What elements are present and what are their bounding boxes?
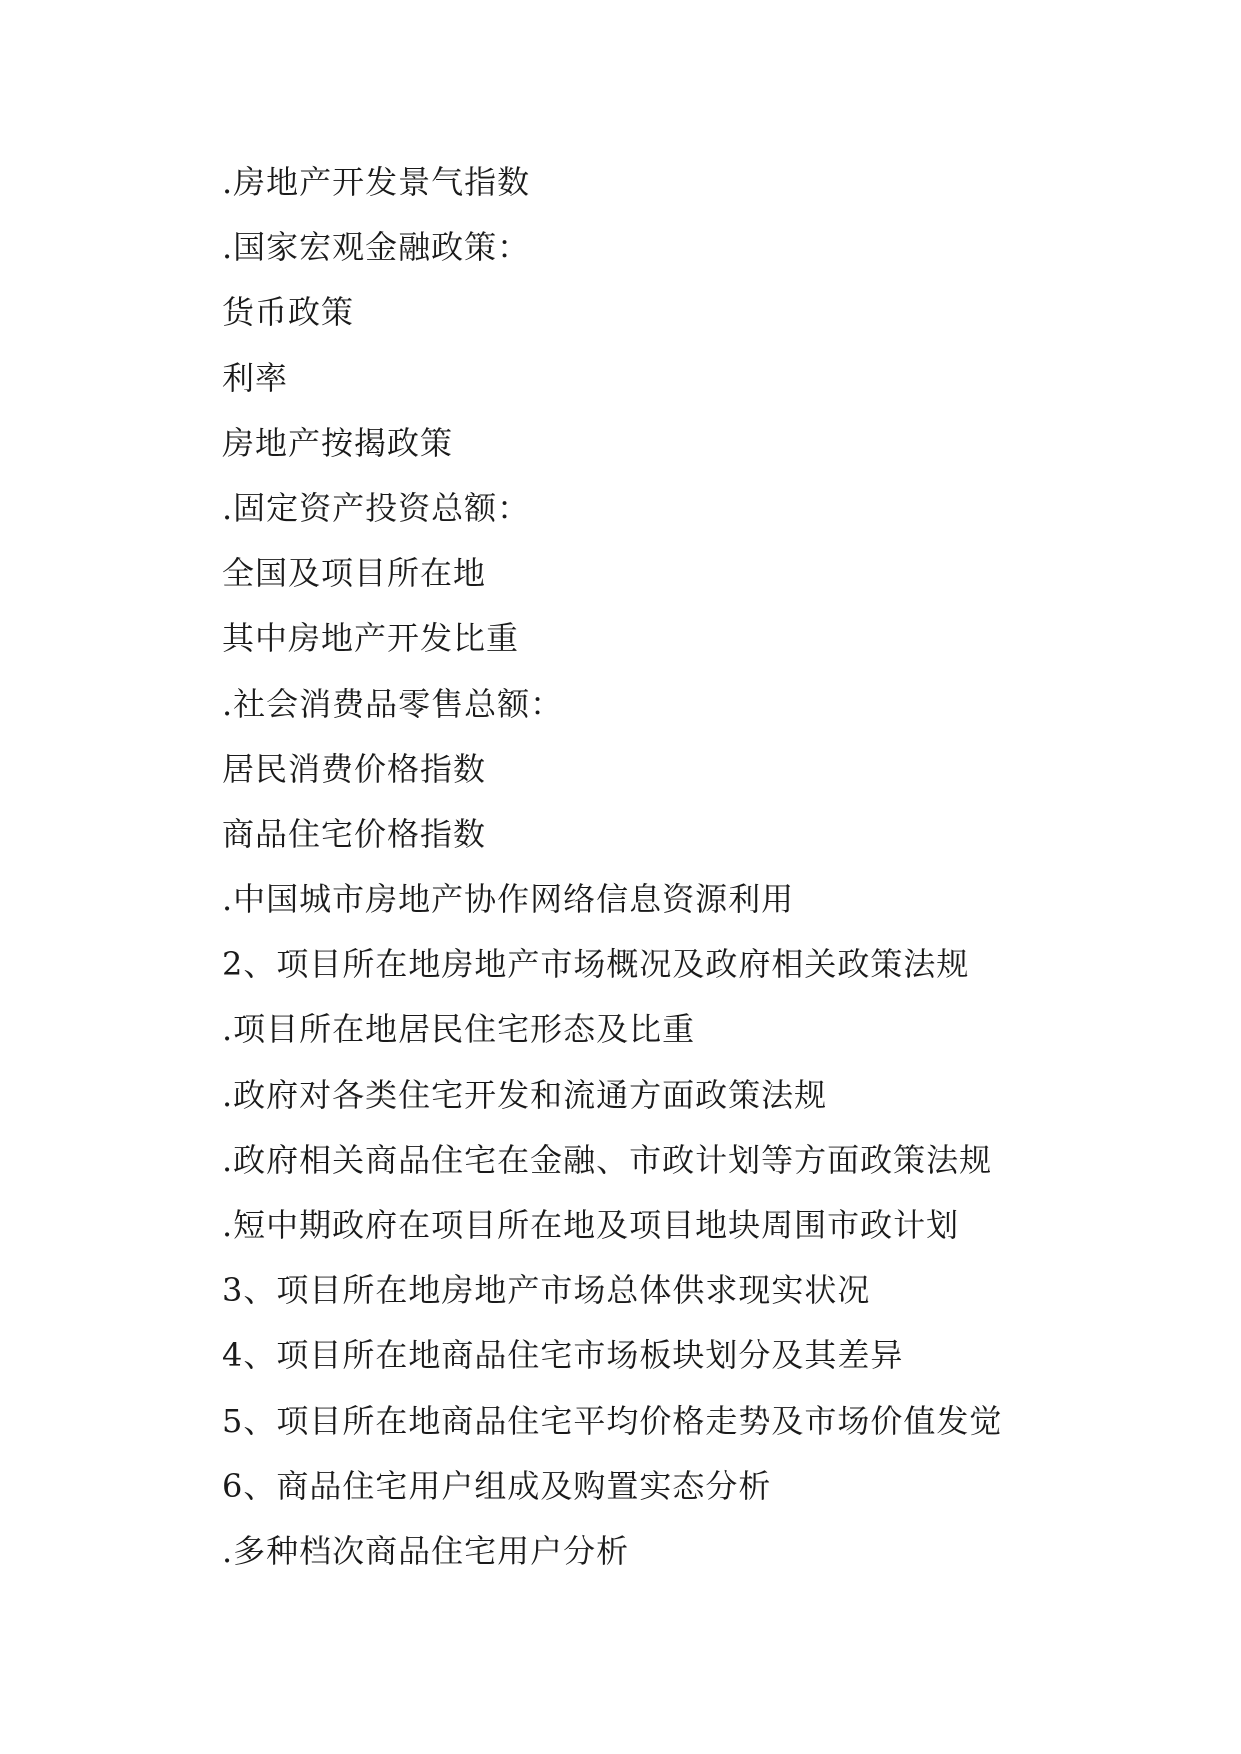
text-line: .中国城市房地产协作网络信息资源利用 bbox=[222, 880, 795, 919]
text-line: 商品住宅价格指数 bbox=[222, 814, 487, 853]
text-line: 全国及项目所在地 bbox=[222, 554, 487, 593]
text-line: .政府对各类住宅开发和流通方面政策法规 bbox=[222, 1075, 828, 1114]
text-line: .短中期政府在项目所在地及项目地块周围市政计划 bbox=[222, 1206, 960, 1244]
text-line: .项目所在地居民住宅形态及比重 bbox=[222, 1010, 696, 1049]
text-line: 货币政策 bbox=[222, 293, 355, 332]
text-line: .房地产开发景气指数 bbox=[222, 163, 531, 201]
text-line: .多种档次商品住宅用户分析 bbox=[222, 1531, 630, 1570]
text-line: 4、项目所在地商品住宅市场板块划分及其差异 bbox=[222, 1336, 904, 1375]
text-line: 利率 bbox=[222, 358, 289, 397]
text-line: 3、项目所在地房地产市场总体供求现实状况 bbox=[222, 1271, 871, 1310]
text-line: .社会消费品零售总额： bbox=[222, 684, 564, 723]
text-line: .政府相关商品住宅在金融、市政计划等方面政策法规 bbox=[222, 1140, 993, 1179]
text-line: 房地产按揭政策 bbox=[222, 423, 454, 462]
document-body bbox=[222, 160, 1162, 1594]
text-line: 其中房地产开发比重 bbox=[222, 619, 520, 658]
text-line: .国家宏观金融政策： bbox=[222, 228, 531, 267]
text-line: 5、项目所在地商品住宅平均价格走势及市场价值发觉 bbox=[222, 1401, 1003, 1440]
text-line: .固定资产投资总额： bbox=[222, 488, 531, 527]
text-line: 居民消费价格指数 bbox=[222, 749, 487, 788]
text-line: 6、商品住宅用户组成及购置实态分析 bbox=[222, 1466, 772, 1505]
text-line: 2、项目所在地房地产市场概况及政府相关政策法规 bbox=[222, 945, 970, 984]
